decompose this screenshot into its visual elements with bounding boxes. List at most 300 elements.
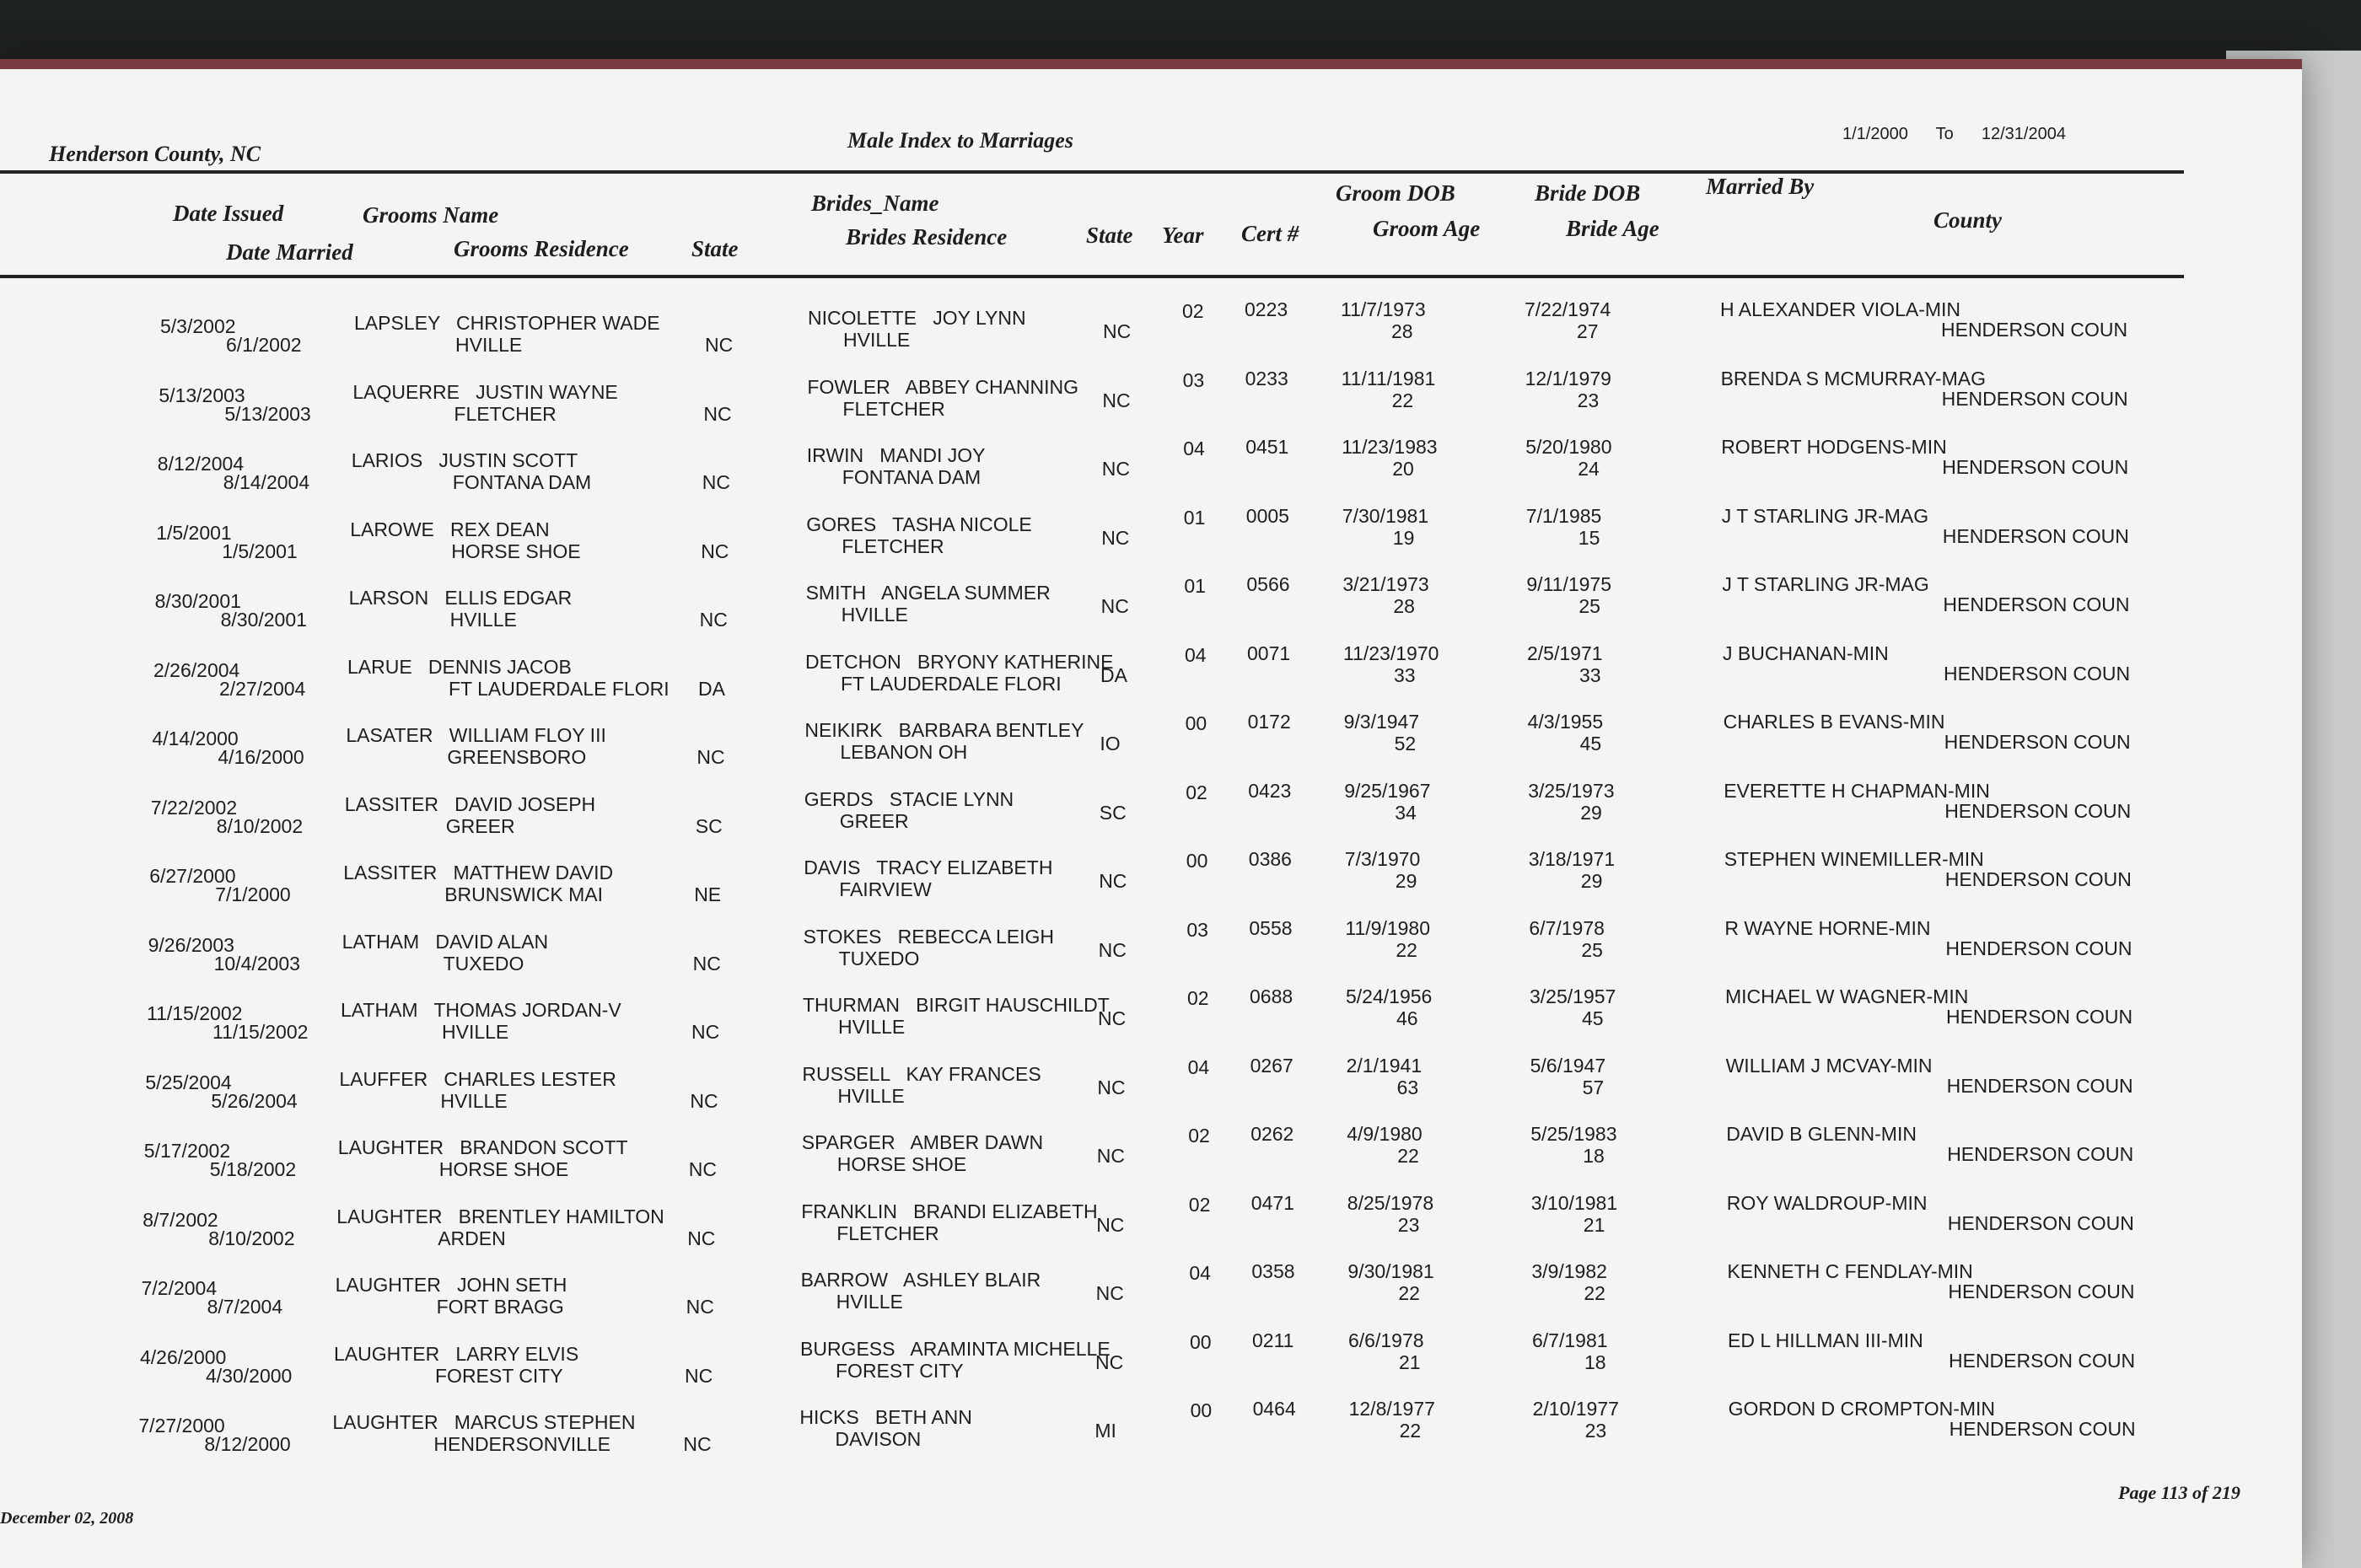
groom-age-cell: 28 (1391, 320, 1413, 342)
bride-name-cell: HICKS BETH ANN (799, 1406, 972, 1428)
county-cell: HENDERSON COUN (1944, 731, 2131, 753)
bride-name-cell: DETCHON BRYONY KATHERINE (805, 650, 1114, 673)
married-by-cell: ROBERT HODGENS-MIN (1721, 436, 1947, 458)
bride-name-cell: GORES TASHA NICOLE (806, 513, 1032, 535)
bride-name-cell: STOKES REBECCA LEIGH (803, 925, 1054, 948)
date-married-cell: 8/12/2000 (204, 1433, 291, 1455)
groom-age-cell: 33 (1394, 663, 1416, 686)
groom-state-cell: NC (691, 1021, 720, 1043)
groom-dob-cell: 5/24/1956 (1346, 985, 1433, 1007)
groom-state-cell: NC (705, 334, 734, 356)
groom-dob-cell: 6/6/1978 (1348, 1329, 1424, 1351)
table-row (0, 780, 2302, 849)
groom-name-cell: LAUGHTER MARCUS STEPHEN (332, 1411, 636, 1433)
cert-cell: 0223 (1245, 298, 1288, 320)
date-issued-cell: 7/2/2004 (141, 1277, 218, 1299)
bride-name-cell: SPARGER AMBER DAWN (801, 1131, 1044, 1153)
date-issued-cell: 1/5/2001 (156, 521, 232, 544)
col-groom-age: Groom Age (1373, 216, 1481, 241)
bride-name-cell: FOWLER ABBEY CHANNING (807, 375, 1079, 398)
bride-name-cell: RUSSELL KAY FRANCES (802, 1062, 1041, 1085)
groom-residence-cell: HORSE SHOE (438, 1158, 569, 1180)
groom-dob-cell: 11/23/1970 (1343, 642, 1439, 664)
date-married-cell: 2/27/2004 (219, 677, 306, 700)
year-cell: 01 (1183, 506, 1206, 529)
bride-age-cell: 21 (1583, 1213, 1605, 1236)
groom-state-cell: NC (685, 1364, 713, 1387)
date-married-cell: 10/4/2003 (213, 952, 300, 975)
bride-residence-cell: FLETCHER (842, 397, 945, 420)
groom-residence-cell: ARDEN (438, 1227, 506, 1249)
col-bride-age: Bride Age (1566, 216, 1659, 241)
year-cell: 04 (1189, 1262, 1211, 1284)
groom-age-cell: 63 (1396, 1076, 1419, 1098)
table-row (0, 298, 2302, 368)
bride-age-cell: 25 (1581, 938, 1603, 961)
bride-name-cell: THURMAN BIRGIT HAUSCHILDT (803, 994, 1110, 1016)
bride-residence-cell: LEBANON OH (840, 741, 968, 763)
married-by-cell: WILLIAM J MCVAY-MIN (1725, 1054, 1933, 1077)
bride-age-cell: 18 (1583, 1145, 1605, 1167)
bride-state-cell: NC (1100, 595, 1129, 617)
bride-residence-cell: FLETCHER (842, 534, 944, 557)
cert-cell: 0464 (1252, 1398, 1296, 1420)
groom-residence-cell: HVILLE (455, 334, 523, 356)
date-married-cell: 5/13/2003 (224, 402, 311, 425)
cert-cell: 0262 (1250, 1123, 1294, 1145)
bride-dob-cell: 3/25/1973 (1528, 779, 1615, 802)
bride-dob-cell: 5/6/1947 (1530, 1054, 1606, 1077)
county-cell: HENDERSON COUN (1944, 868, 2132, 890)
year-cell: 00 (1186, 850, 1208, 872)
groom-name-cell: LAQUERRE JUSTIN WAYNE (352, 380, 618, 403)
bride-residence-cell: FAIRVIEW (839, 878, 932, 900)
married-by-cell: EVERETTE H CHAPMAN-MIN (1724, 779, 1990, 802)
bride-residence-cell: GREER (839, 809, 909, 832)
bride-state-cell: NC (1096, 1145, 1126, 1167)
married-by-cell: BRENDA S MCMURRAY-MAG (1720, 367, 1986, 389)
table-row (0, 1055, 2302, 1124)
col-date-issued: Date Issued (173, 201, 284, 226)
col-cert: Cert # (1241, 221, 1299, 246)
groom-state-cell: SC (695, 814, 723, 837)
groom-age-cell: 20 (1392, 458, 1414, 480)
groom-name-cell: LAUGHTER LARRY ELVIS (334, 1342, 579, 1365)
groom-name-cell: LARUE DENNIS JACOB (347, 655, 572, 678)
cert-cell: 0566 (1246, 573, 1290, 595)
groom-dob-cell: 11/11/1981 (1341, 367, 1436, 389)
date-issued-cell: 5/13/2003 (159, 384, 245, 406)
married-by-cell: CHARLES B EVANS-MIN (1723, 711, 1945, 733)
table-row (0, 505, 2302, 574)
footer-page: Page 113 of 219 (2118, 1482, 2240, 1503)
groom-state-cell: NC (696, 746, 725, 768)
bride-dob-cell: 3/9/1982 (1531, 1260, 1607, 1282)
cert-cell: 0451 (1245, 436, 1289, 458)
county-cell: HENDERSON COUN (1948, 1281, 2135, 1302)
date-married-cell: 4/16/2000 (218, 746, 304, 768)
groom-dob-cell: 8/25/1978 (1347, 1191, 1434, 1214)
bride-dob-cell: 4/3/1955 (1527, 711, 1604, 733)
col-groom-dob: Groom DOB (1336, 180, 1455, 206)
groom-name-cell: LASSITER DAVID JOSEPH (344, 792, 596, 815)
header-rule-bottom (0, 275, 2184, 278)
bride-name-cell: SMITH ANGELA SUMMER (805, 582, 1051, 604)
groom-age-cell: 34 (1395, 801, 1417, 824)
bride-age-cell: 27 (1577, 320, 1599, 342)
bride-age-cell: 15 (1578, 526, 1600, 549)
cert-cell: 0211 (1252, 1329, 1294, 1351)
bride-age-cell: 24 (1578, 458, 1600, 480)
bride-residence-cell: HVILLE (843, 329, 911, 351)
bride-dob-cell: 7/1/1985 (1525, 504, 1602, 527)
groom-residence-cell: BRUNSWICK MAI (444, 883, 604, 905)
date-issued-cell: 7/22/2002 (150, 796, 238, 819)
date-married-cell: 8/10/2002 (216, 814, 304, 837)
year-cell: 00 (1190, 1330, 1212, 1353)
bride-residence-cell: HVILLE (841, 604, 908, 626)
groom-state-cell: NC (699, 609, 728, 631)
bride-state-cell: SC (1099, 801, 1127, 824)
married-by-cell: MICHAEL W WAGNER-MIN (1725, 985, 1969, 1007)
table-row (0, 368, 2302, 437)
bride-state-cell: NC (1103, 320, 1132, 342)
bride-residence-cell: FONTANA DAM (842, 466, 982, 488)
date-issued-cell: 7/27/2000 (138, 1415, 225, 1436)
col-county: County (1933, 207, 2003, 233)
married-by-cell: ROY WALDROUP-MIN (1726, 1191, 1928, 1214)
county-cell: HENDERSON COUN (1944, 799, 2132, 822)
bride-state-cell: NC (1097, 1076, 1126, 1098)
groom-dob-cell: 9/3/1947 (1343, 711, 1420, 733)
groom-name-cell: LAUGHTER JOHN SETH (335, 1274, 567, 1296)
groom-dob-cell: 3/21/1973 (1342, 573, 1429, 595)
date-married-cell: 5/26/2004 (211, 1089, 298, 1112)
groom-name-cell: LASSITER MATTHEW DAVID (343, 862, 614, 883)
document-page (0, 59, 2302, 1568)
bride-dob-cell: 9/11/1975 (1526, 573, 1612, 595)
bride-residence-cell: HVILLE (837, 1084, 905, 1107)
table-row (0, 573, 2302, 642)
county-title: Henderson County, NC (49, 142, 261, 166)
bride-state-cell: IO (1100, 733, 1121, 754)
groom-age-cell: 21 (1399, 1351, 1421, 1373)
col-married-by: Married By (1706, 174, 1815, 199)
groom-dob-cell: 7/3/1970 (1344, 848, 1421, 870)
bride-dob-cell: 5/20/1980 (1525, 436, 1612, 458)
year-cell: 01 (1184, 575, 1206, 597)
groom-state-cell: NC (683, 1433, 712, 1455)
married-by-cell: GORDON D CROMPTON-MIN (1728, 1398, 1996, 1420)
groom-residence-cell: FORT BRAGG (436, 1296, 564, 1318)
groom-state-cell: NC (688, 1158, 718, 1180)
col-year: Year (1162, 223, 1204, 248)
col-brides-residence: Brides Residence (846, 224, 1008, 250)
married-by-cell: J T STARLING JR-MAG (1721, 504, 1929, 527)
groom-age-cell: 22 (1399, 1420, 1422, 1442)
bride-name-cell: NEIKIRK BARBARA BENTLEY (804, 719, 1084, 741)
bride-dob-cell: 5/25/1983 (1530, 1123, 1617, 1145)
bride-dob-cell: 3/18/1971 (1528, 848, 1616, 870)
date-married-cell: 8/30/2001 (220, 609, 307, 631)
date-issued-cell: 5/25/2004 (145, 1071, 232, 1093)
cert-cell: 0358 (1251, 1260, 1295, 1282)
county-cell: HENDERSON COUN (1943, 593, 2130, 615)
date-from: 1/1/2000 (1842, 125, 1908, 143)
bride-name-cell: NICOLETTE JOY LYNN (808, 307, 1026, 329)
bride-state-cell: DA (1100, 663, 1127, 686)
year-cell: 03 (1182, 368, 1205, 391)
year-cell: 02 (1188, 1193, 1211, 1216)
col-bride-dob: Bride DOB (1535, 180, 1641, 206)
cert-cell: 0233 (1245, 367, 1288, 389)
table-row (0, 1123, 2302, 1192)
bride-state-cell: NC (1096, 1213, 1125, 1236)
bride-name-cell: GERDS STACIE LYNN (804, 787, 1014, 810)
bride-dob-cell: 6/7/1981 (1532, 1329, 1608, 1351)
table-row (0, 985, 2302, 1055)
footer-date: December 02, 2008 (0, 1509, 134, 1528)
table-row (0, 711, 2302, 780)
bride-age-cell: 57 (1582, 1076, 1605, 1098)
bride-age-cell: 18 (1584, 1351, 1606, 1373)
groom-residence-cell: HORSE SHOE (451, 540, 581, 562)
county-cell: HENDERSON COUN (1941, 319, 2128, 341)
bride-dob-cell: 2/10/1977 (1532, 1398, 1619, 1420)
groom-state-cell: NE (694, 883, 722, 905)
groom-dob-cell: 12/8/1977 (1348, 1398, 1435, 1420)
bride-age-cell: 33 (1579, 663, 1601, 686)
cert-cell: 0423 (1248, 779, 1292, 802)
date-married-cell: 8/7/2004 (207, 1296, 283, 1318)
groom-dob-cell: 2/1/1941 (1346, 1054, 1423, 1077)
groom-state-cell: NC (686, 1296, 714, 1318)
header-rule-top (0, 170, 2184, 174)
date-to-label: To (1935, 125, 1954, 143)
groom-state-cell: NC (690, 1089, 718, 1112)
bride-residence-cell: DAVISON (835, 1428, 922, 1450)
bride-residence-cell: HORSE SHOE (836, 1153, 967, 1175)
groom-dob-cell: 9/30/1981 (1347, 1260, 1434, 1282)
bride-residence-cell: HVILLE (838, 1016, 906, 1038)
cert-cell: 0071 (1247, 642, 1291, 664)
married-by-cell: STEPHEN WINEMILLER-MIN (1724, 848, 1984, 870)
county-cell: HENDERSON COUN (1946, 1006, 2133, 1028)
county-cell: HENDERSON COUN (1947, 1211, 2134, 1234)
married-by-cell: H ALEXANDER VIOLA-MIN (1720, 298, 1961, 320)
cert-cell: 0471 (1250, 1191, 1294, 1214)
date-to: 12/31/2004 (1981, 125, 2066, 143)
date-range (1842, 125, 2066, 144)
table-row (0, 642, 2302, 712)
date-married-cell: 8/10/2002 (208, 1227, 295, 1249)
groom-age-cell: 29 (1395, 870, 1417, 892)
groom-age-cell: 52 (1394, 733, 1417, 754)
col-brides-name: Brides_Name (811, 191, 939, 216)
bride-state-cell: NC (1095, 1351, 1124, 1373)
groom-age-cell: 23 (1397, 1213, 1420, 1236)
cert-cell: 0172 (1247, 711, 1291, 733)
bride-state-cell: NC (1102, 389, 1131, 411)
groom-age-cell: 22 (1396, 938, 1417, 961)
groom-state-cell: NC (703, 402, 732, 425)
groom-residence-cell: FOREST CITY (435, 1364, 563, 1387)
bride-dob-cell: 7/22/1974 (1525, 298, 1611, 320)
married-by-cell: KENNETH C FENDLAY-MIN (1727, 1260, 1973, 1282)
groom-dob-cell: 11/9/1980 (1345, 916, 1431, 939)
groom-residence-cell: HVILLE (449, 609, 517, 631)
year-cell: 04 (1187, 1055, 1210, 1078)
bride-age-cell: 45 (1582, 1007, 1604, 1029)
county-cell: HENDERSON COUN (1942, 524, 2129, 547)
table-row (0, 848, 2302, 917)
date-issued-cell: 8/30/2001 (154, 590, 241, 612)
bride-dob-cell: 3/25/1957 (1530, 985, 1616, 1007)
groom-name-cell: LARSON ELLIS EDGAR (348, 587, 573, 609)
date-married-cell: 6/1/2002 (226, 334, 302, 356)
year-cell: 03 (1186, 918, 1208, 941)
bride-age-cell: 25 (1578, 595, 1600, 617)
date-issued-cell: 11/15/2002 (147, 1002, 243, 1024)
groom-state-cell: DA (698, 677, 725, 700)
bride-state-cell: NC (1101, 526, 1130, 549)
bride-name-cell: BURGESS ARAMINTA MICHELLE (800, 1337, 1111, 1360)
bride-name-cell: BARROW ASHLEY BLAIR (800, 1269, 1041, 1291)
report-title: Male Index to Marriages (847, 128, 1073, 153)
cert-cell: 0005 (1245, 504, 1289, 527)
col-bride-state: State (1086, 223, 1133, 248)
bride-dob-cell: 2/5/1971 (1527, 642, 1603, 664)
bride-state-cell: NC (1098, 938, 1127, 961)
bride-age-cell: 29 (1580, 801, 1602, 824)
year-cell: 02 (1186, 781, 1207, 803)
groom-state-cell: NC (692, 952, 721, 975)
groom-name-cell: LAUGHTER BRENTLEY HAMILTON (336, 1205, 664, 1227)
county-cell: HENDERSON COUN (1945, 937, 2132, 959)
bride-residence-cell: FT LAUDERDALE FLORI (841, 672, 1062, 695)
date-married-cell: 8/14/2004 (223, 471, 310, 493)
date-married-cell: 11/15/2002 (212, 1021, 309, 1043)
bride-name-cell: IRWIN MANDI JOY (806, 444, 986, 466)
cert-cell: 0558 (1249, 916, 1293, 939)
bride-name-cell: FRANKLIN BRANDI ELIZABETH (801, 1200, 1098, 1222)
groom-age-cell: 19 (1392, 526, 1415, 549)
groom-residence-cell: FONTANA DAM (452, 471, 592, 493)
bride-residence-cell: FOREST CITY (836, 1359, 964, 1382)
groom-residence-cell: HENDERSONVILLE (433, 1433, 611, 1455)
bride-age-cell: 22 (1584, 1282, 1605, 1304)
bride-age-cell: 23 (1577, 389, 1600, 411)
bride-state-cell: NC (1095, 1282, 1124, 1304)
bride-state-cell: MI (1094, 1420, 1116, 1442)
groom-dob-cell: 4/9/1980 (1347, 1123, 1423, 1145)
col-state: State (691, 236, 739, 261)
date-issued-cell: 5/17/2002 (143, 1140, 231, 1162)
year-cell: 02 (1187, 987, 1209, 1009)
bride-residence-cell: HVILLE (836, 1291, 903, 1313)
groom-name-cell: LAUFFER CHARLES LESTER (339, 1067, 616, 1090)
groom-residence-cell: GREENSBORO (447, 746, 587, 768)
date-married-cell: 7/1/2000 (215, 883, 291, 905)
groom-residence-cell: FT LAUDERDALE FLORI (449, 677, 670, 700)
groom-age-cell: 22 (1397, 1145, 1419, 1167)
bride-residence-cell: TUXEDO (838, 947, 920, 969)
bride-state-cell: NC (1101, 458, 1131, 480)
table-row (0, 1398, 2302, 1467)
date-married-cell: 5/18/2002 (209, 1158, 297, 1180)
groom-residence-cell: GREER (445, 814, 515, 837)
date-married-cell: 4/30/2000 (206, 1364, 293, 1387)
bride-name-cell: DAVIS TRACY ELIZABETH (804, 856, 1053, 878)
groom-name-cell: LATHAM DAVID ALAN (342, 930, 549, 953)
married-by-cell: R WAYNE HORNE-MIN (1724, 916, 1931, 939)
bride-residence-cell: FLETCHER (836, 1222, 939, 1244)
county-cell: HENDERSON COUN (1941, 387, 2128, 410)
groom-state-cell: NC (687, 1227, 716, 1249)
cert-cell: 0386 (1248, 848, 1292, 870)
date-issued-cell: 5/3/2002 (160, 315, 236, 337)
groom-name-cell: LARIOS JUSTIN SCOTT (351, 449, 578, 471)
year-cell: 00 (1185, 712, 1207, 734)
county-cell: HENDERSON COUN (1947, 1143, 2134, 1165)
cert-cell: 0688 (1250, 985, 1293, 1007)
married-by-cell: J BUCHANAN-MIN (1723, 642, 1889, 664)
bride-dob-cell: 3/10/1981 (1530, 1191, 1618, 1214)
bride-state-cell: NC (1098, 1007, 1127, 1029)
page-top-border (0, 59, 2302, 69)
table-row (0, 917, 2302, 986)
year-cell: 04 (1185, 643, 1207, 666)
groom-state-cell: NC (702, 471, 731, 493)
background-desk (0, 0, 2361, 67)
groom-age-cell: 22 (1391, 389, 1414, 411)
bride-state-cell: NC (1099, 870, 1127, 892)
table-row (0, 1329, 2302, 1399)
married-by-cell: J T STARLING JR-MAG (1722, 573, 1929, 595)
year-cell: 02 (1188, 1125, 1210, 1146)
date-issued-cell: 2/26/2004 (153, 658, 240, 681)
groom-dob-cell: 9/25/1967 (1344, 779, 1431, 802)
col-grooms-residence: Grooms Residence (454, 236, 629, 261)
groom-age-cell: 28 (1393, 595, 1415, 617)
groom-dob-cell: 11/7/1973 (1341, 298, 1426, 320)
date-issued-cell: 8/7/2002 (143, 1208, 218, 1231)
county-cell: HENDERSON COUN (1942, 456, 2129, 478)
groom-state-cell: NC (701, 540, 729, 562)
groom-name-cell: LAROWE REX DEAN (350, 518, 550, 540)
bride-dob-cell: 12/1/1979 (1525, 367, 1611, 389)
date-issued-cell: 4/14/2000 (152, 728, 239, 749)
groom-dob-cell: 11/23/1983 (1342, 436, 1438, 458)
groom-age-cell: 46 (1396, 1007, 1418, 1029)
groom-residence-cell: FLETCHER (454, 402, 557, 425)
col-date-married: Date Married (226, 239, 353, 265)
table-row (0, 1260, 2302, 1329)
groom-dob-cell: 7/30/1981 (1342, 504, 1429, 527)
col-grooms-name: Grooms Name (363, 202, 499, 228)
bride-age-cell: 29 (1580, 870, 1603, 892)
date-issued-cell: 4/26/2000 (140, 1345, 227, 1368)
groom-residence-cell: HVILLE (442, 1021, 509, 1043)
bride-dob-cell: 6/7/1978 (1529, 916, 1605, 939)
groom-age-cell: 22 (1398, 1282, 1420, 1304)
bride-age-cell: 45 (1579, 733, 1602, 754)
year-cell: 02 (1182, 300, 1204, 322)
groom-name-cell: LAUGHTER BRANDON SCOTT (337, 1136, 628, 1158)
county-cell: HENDERSON COUN (1949, 1349, 2136, 1372)
year-cell: 04 (1183, 438, 1205, 459)
county-cell: HENDERSON COUN (1944, 662, 2131, 685)
